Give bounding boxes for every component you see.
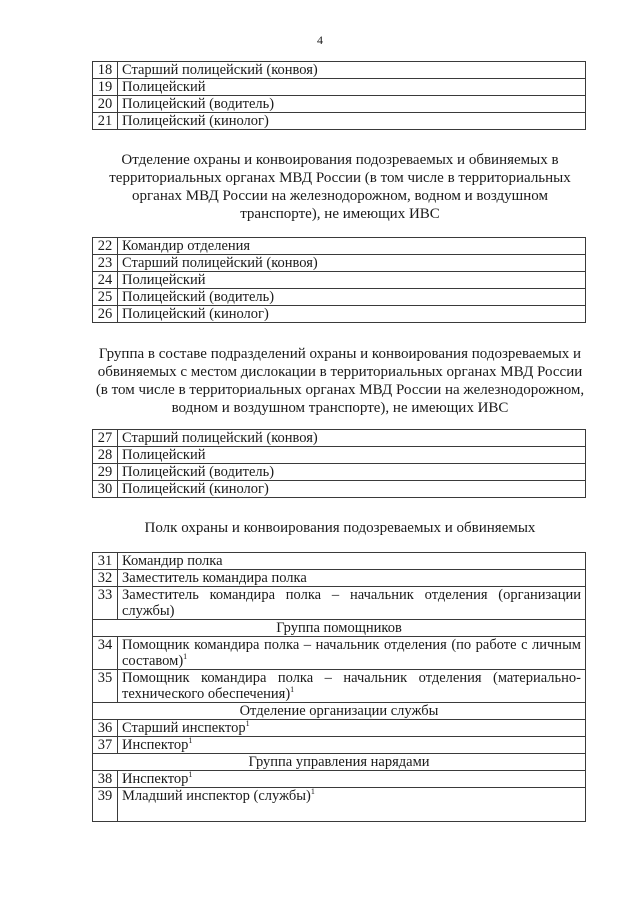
position-title <box>118 788 586 822</box>
position-title <box>118 637 586 670</box>
row-number: 27 <box>93 430 118 447</box>
table-row <box>93 570 586 587</box>
group-header-row <box>93 620 586 637</box>
footnote-marker: 1 <box>245 719 250 728</box>
row-number: 28 <box>93 447 118 464</box>
row-number: 25 <box>93 289 118 306</box>
group-header: Группа управления нарядами <box>93 754 586 771</box>
positions-table-1 <box>92 61 586 130</box>
table-row <box>93 481 586 498</box>
table-row <box>93 272 586 289</box>
table-row <box>93 62 586 79</box>
position-title: Полицейский (водитель) <box>118 289 586 306</box>
position-title-text: Помощник командира полка – начальник отделения (материально-технического обеспечения) <box>122 670 581 702</box>
footnote-marker: 1 <box>310 787 315 796</box>
position-title: Полицейский <box>118 79 586 96</box>
table-row <box>93 238 586 255</box>
row-number: 21 <box>93 113 118 130</box>
position-title <box>118 737 586 754</box>
position-title: Старший полицейский (конвоя) <box>118 255 586 272</box>
footnote-marker: 1 <box>290 685 295 694</box>
table-row <box>93 289 586 306</box>
position-title-text: Помощник командира полка – начальник отделения (по работе с личным составом) <box>122 637 581 669</box>
table-row <box>93 306 586 323</box>
position-title: Заместитель командира полка – начальник отделения (организации службы) <box>118 587 586 620</box>
position-title-text: Инспектор <box>122 737 189 753</box>
table-row <box>93 553 586 570</box>
position-title: Старший полицейский (конвоя) <box>118 62 586 79</box>
row-number: 35 <box>93 670 118 703</box>
row-number: 19 <box>93 79 118 96</box>
table-row <box>93 113 586 130</box>
row-number: 23 <box>93 255 118 272</box>
footnote-marker: 1 <box>188 736 193 745</box>
table-row <box>93 670 586 703</box>
footnote-marker: 1 <box>183 652 188 661</box>
position-title: Старший полицейский (конвоя) <box>118 430 586 447</box>
position-title-text: Старший инспектор <box>122 720 246 736</box>
row-number: 30 <box>93 481 118 498</box>
position-title: Полицейский <box>118 272 586 289</box>
position-title: Полицейский (кинолог) <box>118 113 586 130</box>
footnote-marker: 1 <box>188 770 193 779</box>
position-title: Полицейский (кинолог) <box>118 306 586 323</box>
positions-table-3 <box>92 429 586 498</box>
positions-table-4 <box>92 552 586 822</box>
table-row <box>93 464 586 481</box>
group-header-row <box>93 754 586 771</box>
page-number: 4 <box>317 33 323 47</box>
table-row <box>93 737 586 754</box>
row-number: 26 <box>93 306 118 323</box>
row-number: 18 <box>93 62 118 79</box>
position-title: Полицейский (водитель) <box>118 464 586 481</box>
table-row <box>93 96 586 113</box>
section-heading-group: Группа в составе подразделений охраны и конвоирования подозреваемых и обвиняемых с местом дислокации в территориальных органах МВД России (в том числе в территориальных органах МВД России на железнодорожном, водном и воздушном транспорте), не имеющих ИВС <box>95 346 585 416</box>
position-title: Полицейский <box>118 447 586 464</box>
row-number: 37 <box>93 737 118 754</box>
group-header: Группа помощников <box>93 620 586 637</box>
position-title: Командир полка <box>118 553 586 570</box>
table-row <box>93 771 586 788</box>
table-row <box>93 720 586 737</box>
table-row <box>93 255 586 272</box>
table-row <box>93 637 586 670</box>
row-number: 22 <box>93 238 118 255</box>
row-number: 33 <box>93 587 118 620</box>
row-number: 32 <box>93 570 118 587</box>
position-title: Полицейский (водитель) <box>118 96 586 113</box>
position-title: Командир отделения <box>118 238 586 255</box>
section-heading-department: Отделение охраны и конвоирования подозреваемых и обвиняемых в территориальных органах МВД России (в том числе в территориальных органах МВД России на железнодорожном, водном и воздушном транспорте), не имеющих ИВС <box>109 152 571 222</box>
row-number: 20 <box>93 96 118 113</box>
row-number: 38 <box>93 771 118 788</box>
row-number: 36 <box>93 720 118 737</box>
section-heading-regiment: Полк охраны и конвоирования подозреваемых и обвиняемых <box>144 520 536 536</box>
row-number: 31 <box>93 553 118 570</box>
row-number: 39 <box>93 788 118 822</box>
row-number: 24 <box>93 272 118 289</box>
row-number: 29 <box>93 464 118 481</box>
table-row <box>93 79 586 96</box>
table-row <box>93 447 586 464</box>
position-title <box>118 670 586 703</box>
row-number: 34 <box>93 637 118 670</box>
position-title-text: Инспектор <box>122 771 189 787</box>
group-header: Отделение организации службы <box>93 703 586 720</box>
position-title <box>118 771 586 788</box>
position-title: Полицейский (кинолог) <box>118 481 586 498</box>
table-row <box>93 587 586 620</box>
positions-table-2 <box>92 237 586 323</box>
position-title-text: Младший инспектор (службы) <box>122 788 311 804</box>
position-title <box>118 720 586 737</box>
position-title: Заместитель командира полка <box>118 570 586 587</box>
group-header-row <box>93 703 586 720</box>
table-row <box>93 788 586 822</box>
table-row <box>93 430 586 447</box>
